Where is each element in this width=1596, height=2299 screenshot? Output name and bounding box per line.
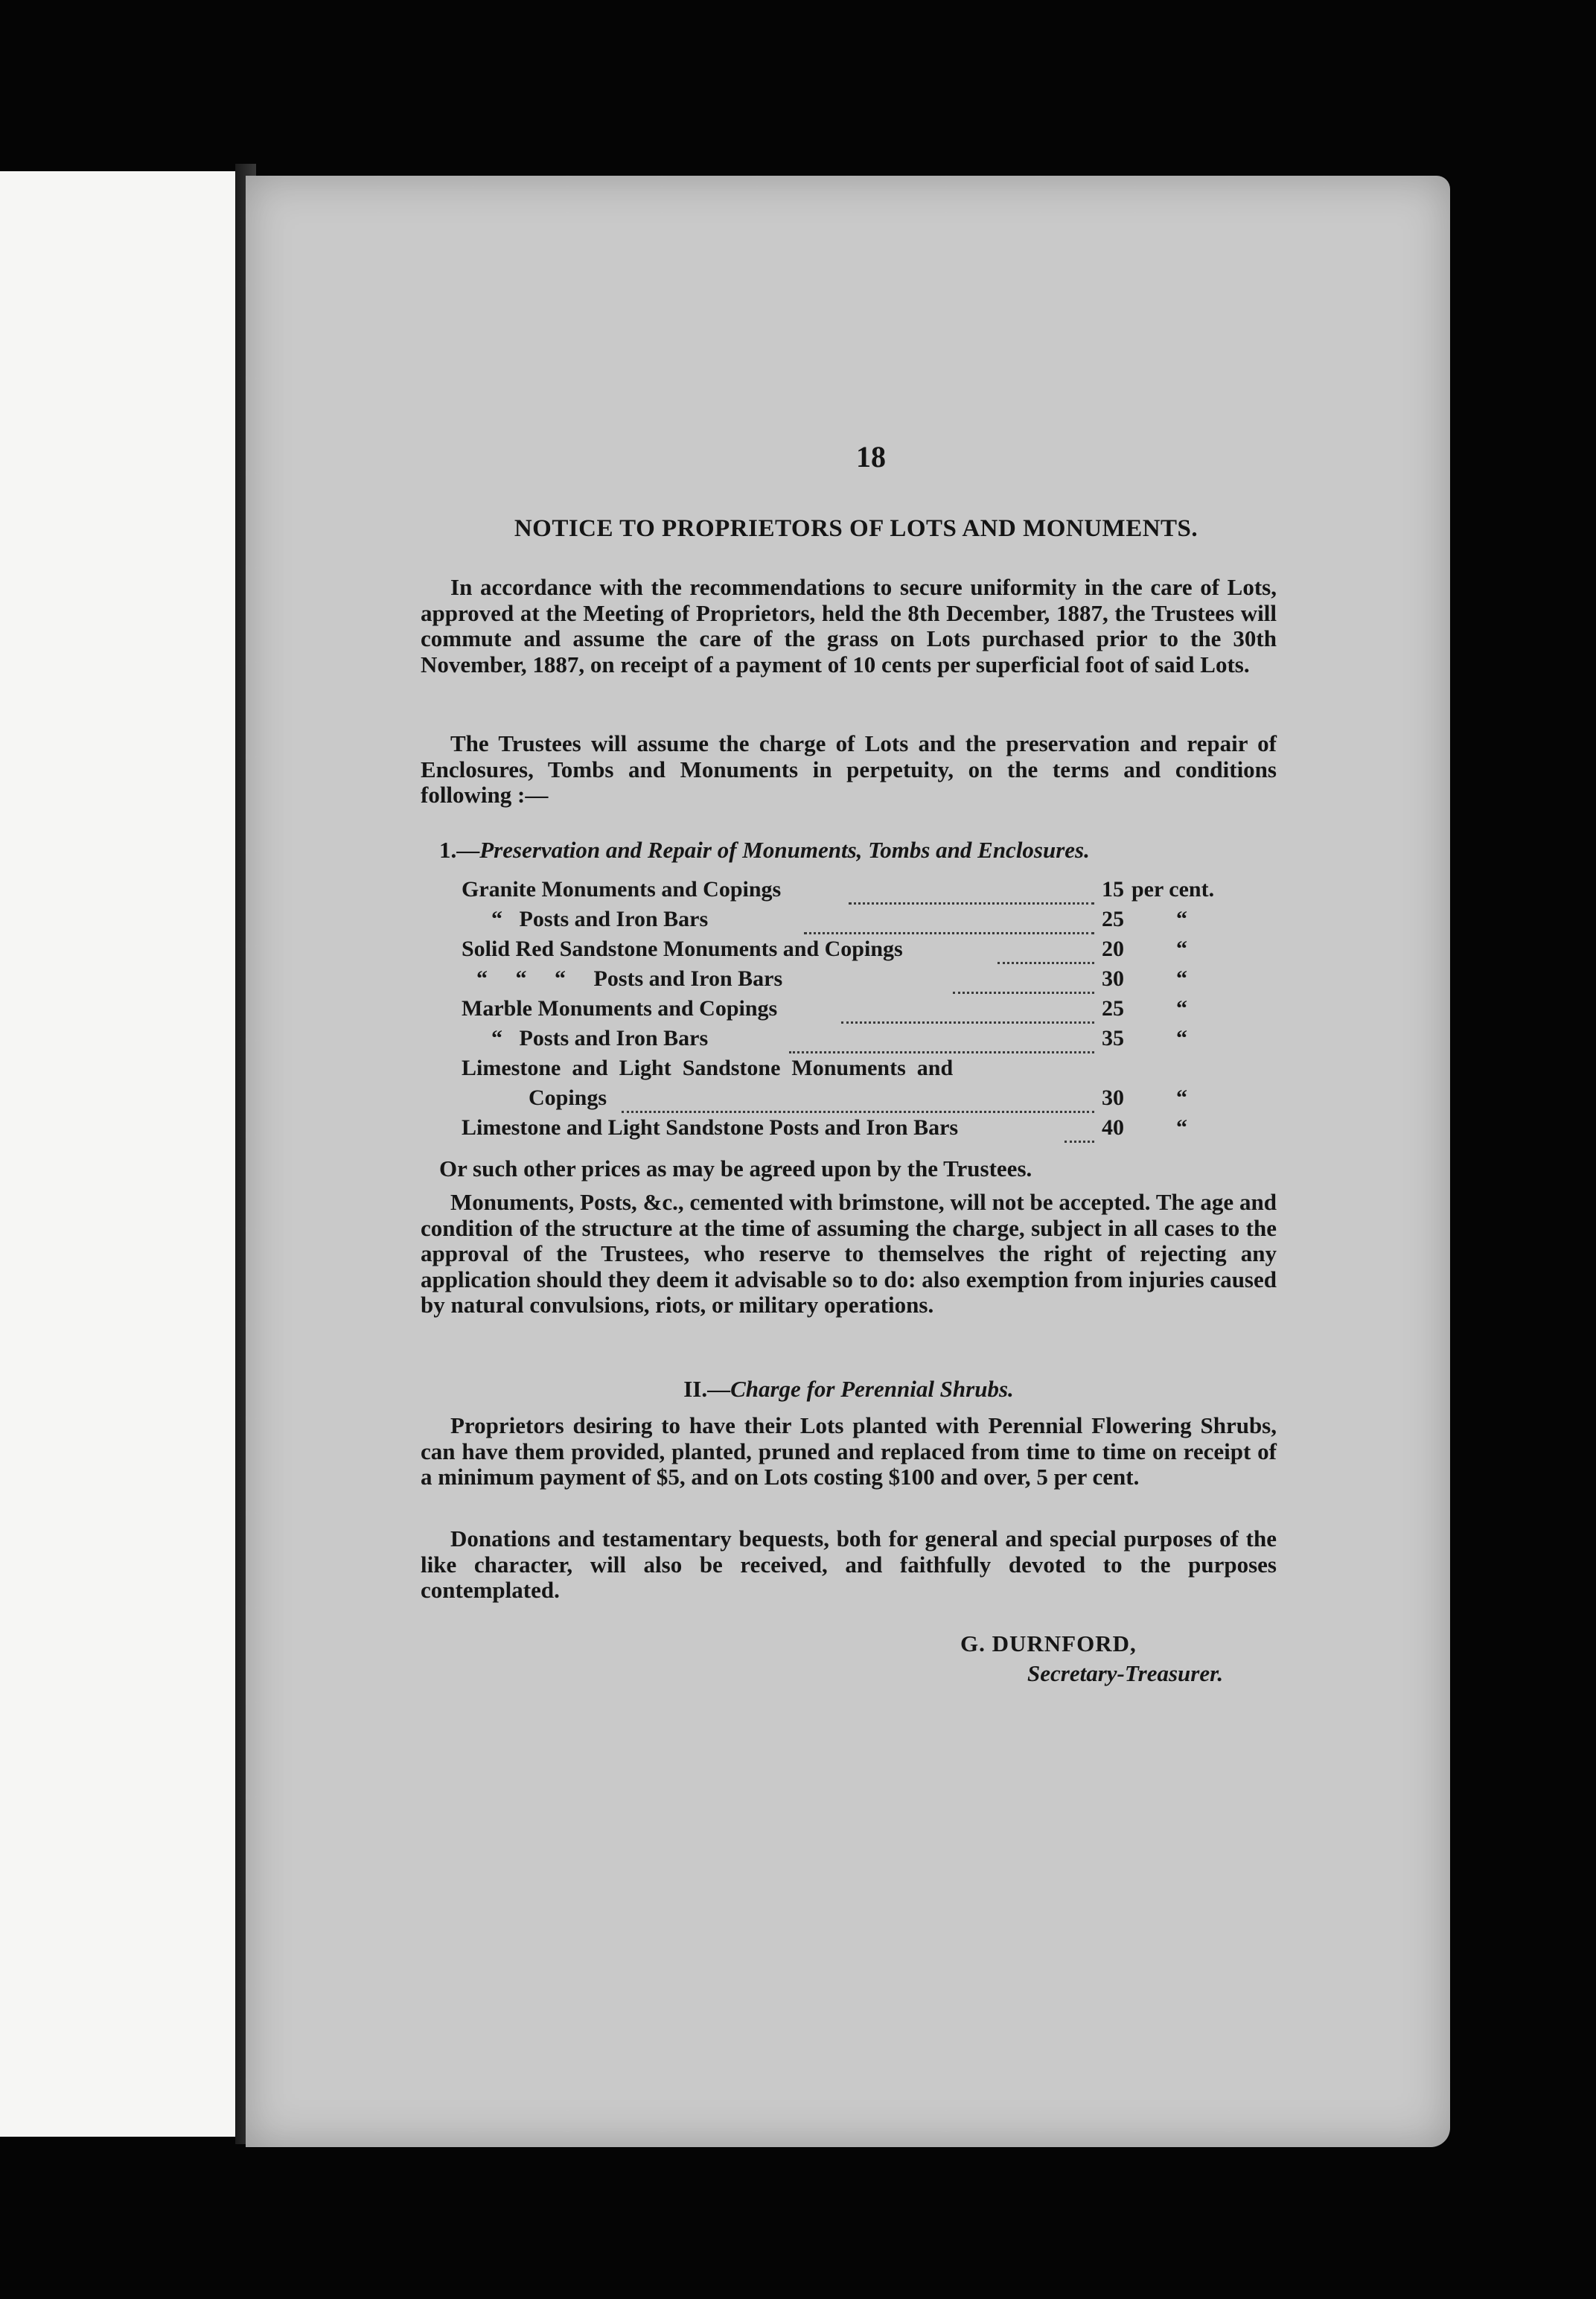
rate-value: 25 (1102, 996, 1124, 1021)
paragraph-grass-care: In accordance with the recommendations to secure uniformity in the care of Lots, approved at the Meeting of Proprietors, held the 8th December, 1887, the Trustees will commute and assume the care of the grass on Lots purchased prior to the 30th November, 1887, on receipt of a payment of 10 cents per superficial foot of said Lots. (421, 574, 1277, 677)
rate-label: “ Posts and Iron Bars (491, 1026, 709, 1050)
leader-dots (804, 907, 1094, 934)
paragraph-donations: Donations and testamentary bequests, both for general and special purposes of the like character, will also be received, and faithfully devoted to the purposes contemplated. (421, 1525, 1277, 1603)
facing-blank-page (0, 171, 244, 2137)
rate-label: Granite Monuments and Copings (462, 877, 782, 902)
section-2-title: Charge for Perennial Shrubs. (730, 1376, 1014, 1402)
rate-row (462, 1115, 1251, 1144)
rate-unit: “ (1176, 937, 1187, 961)
rate-row (462, 996, 1251, 1024)
leader-dots (841, 996, 1094, 1024)
leader-dots (849, 877, 1094, 905)
rate-value: 20 (1102, 937, 1124, 961)
rate-row (462, 1026, 1251, 1054)
section-1-title: Preservation and Repair of Monuments, Tombs and Enclosures. (479, 837, 1090, 863)
rate-value: 15 (1102, 877, 1124, 902)
section-2-number: II.— (683, 1376, 731, 1402)
section-1-heading (439, 837, 1273, 864)
paragraph-acceptance-terms: Monuments, Posts, &c., cemented with brimstone, will not be accepted. The age and condition of the structure at the time of assuming the charge, subject in all cases to the approval of the Trustees, who reserve to themselves the right of rejecting any application should they deem it advisable so to do: also exemption from injuries caused by natural convulsions, riots, or military operations. (421, 1189, 1277, 1318)
leader-dots (953, 966, 1094, 994)
rate-value: 40 (1102, 1115, 1124, 1140)
rate-label: Limestone and Light Sandstone Monuments and (462, 1056, 954, 1080)
rate-unit: “ (1176, 1085, 1187, 1110)
rate-value: 30 (1102, 1085, 1124, 1110)
rate-value: 25 (1102, 907, 1124, 931)
rate-label: Solid Red Sandstone Monuments and Copings (462, 937, 903, 961)
rate-label: “ Posts and Iron Bars (491, 907, 709, 931)
rate-row (462, 1056, 1251, 1084)
rate-row (462, 877, 1251, 905)
signature-title: Secretary-Treasurer. (1027, 1660, 1224, 1686)
rate-label: Limestone and Light Sandstone Posts and Iron Bars (462, 1115, 959, 1140)
notice-title: NOTICE TO PROPRIETORS OF LOTS AND MONUMENTS. (514, 515, 1198, 542)
rate-unit: per cent. (1131, 877, 1215, 902)
paragraph-shrubs: Proprietors desiring to have their Lots planted with Perennial Flowering Shrubs, can have them provided, planted, pruned and replaced from time to time on receipt of a minimum payment of $5, and on Lots costing $100 and over, 5 per cent. (421, 1412, 1277, 1490)
section-1-number: 1.— (439, 837, 480, 863)
rate-row (462, 966, 1251, 995)
rate-unit: “ (1176, 966, 1187, 991)
rate-row (462, 907, 1251, 935)
rate-unit: “ (1176, 907, 1187, 931)
rate-row (462, 937, 1251, 965)
leader-dots (622, 1085, 1094, 1113)
rate-unit: “ (1176, 1026, 1187, 1050)
rate-row (462, 1085, 1251, 1114)
rate-unit: “ (1176, 996, 1187, 1021)
section-2-heading (421, 1376, 1277, 1403)
leader-dots (998, 937, 1094, 964)
page-number: 18 (856, 440, 886, 473)
signature-name: G. DURNFORD, (960, 1630, 1137, 1657)
leader-dots (1064, 1115, 1094, 1143)
rates-note: Or such other prices as may be agreed upon by the Trustees. (439, 1155, 1032, 1182)
rate-value: 30 (1102, 966, 1124, 991)
rate-label: Marble Monuments and Copings (462, 996, 778, 1021)
rate-label: Copings (529, 1085, 607, 1110)
rate-label: “ “ “ Posts and Iron Bars (476, 966, 783, 991)
rate-value: 35 (1102, 1026, 1124, 1050)
paragraph-perpetual-charge: The Trustees will assume the charge of Lots and the preservation and repair of Enclosures, Tombs and Monuments in perpetuity, on the terms and conditions following :— (421, 730, 1277, 808)
leader-dots (789, 1026, 1094, 1053)
rate-unit: “ (1176, 1115, 1187, 1140)
